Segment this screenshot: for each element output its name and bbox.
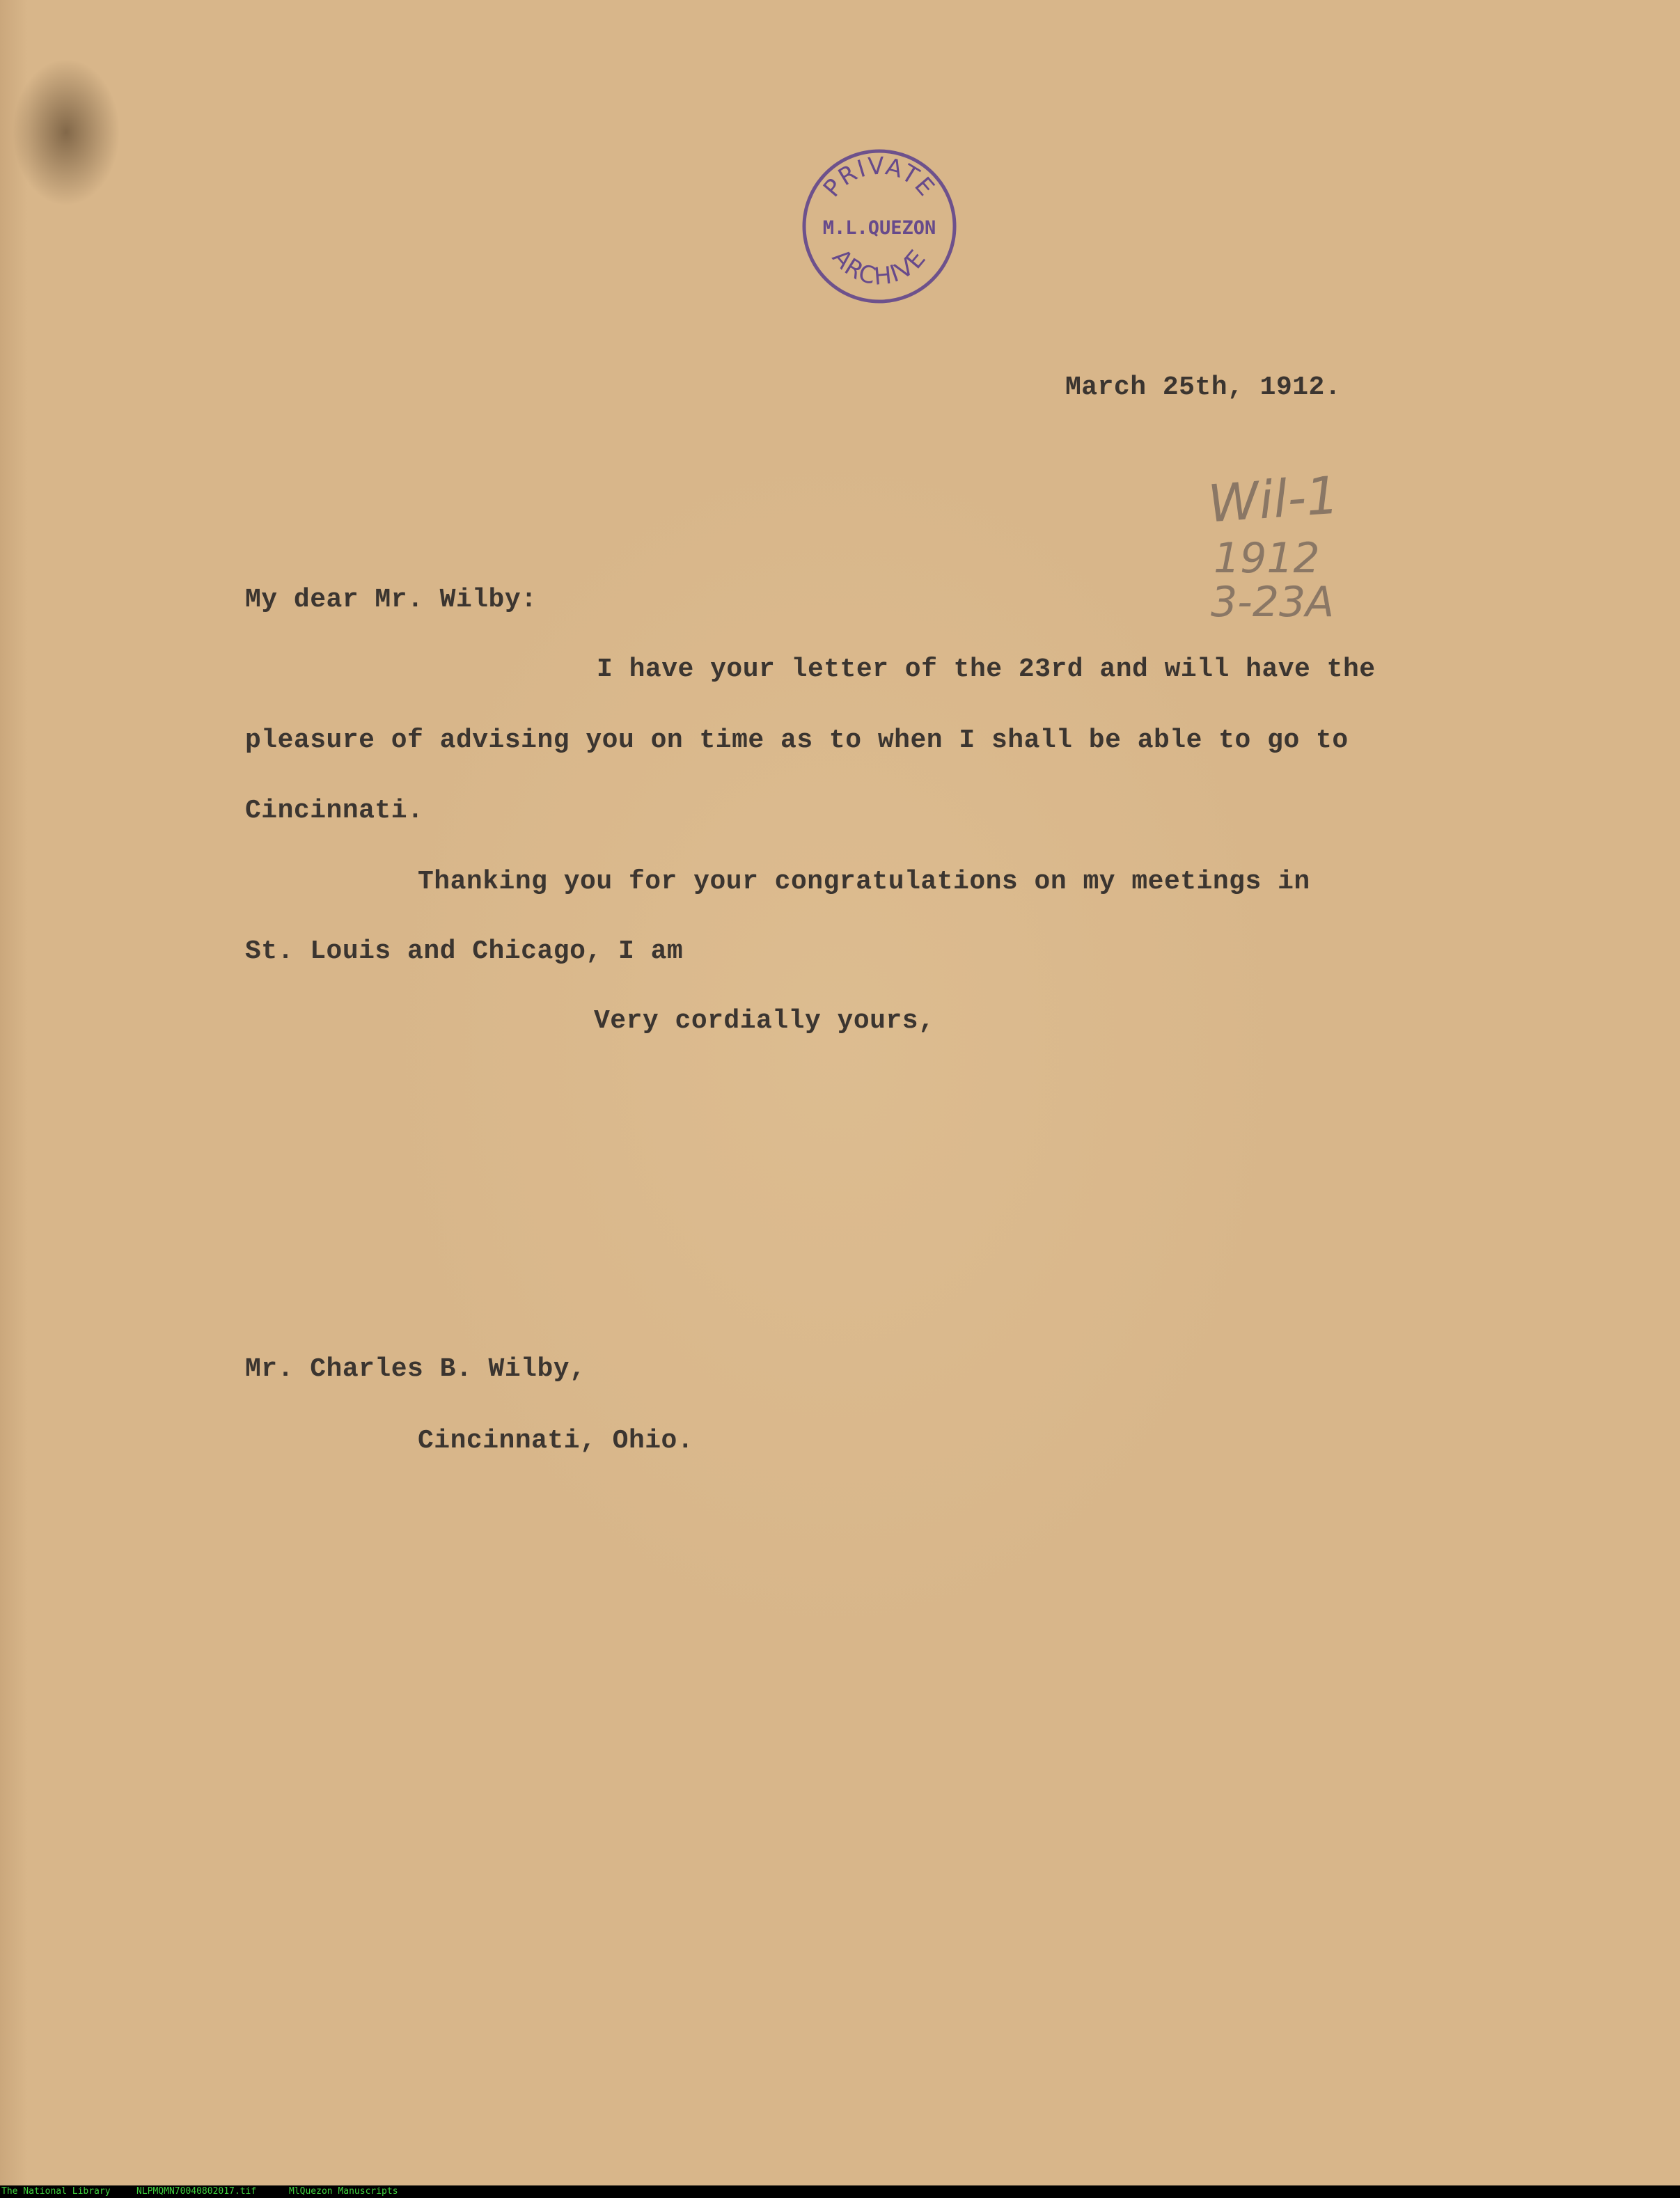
footer-file-label: NLPMQMN70040802017.tif [136,2186,257,2197]
letter-date: March 25th, 1912. [1065,372,1342,402]
handwritten-line: Wil-1 [1206,465,1341,535]
private-archive-stamp [799,146,959,306]
body-line [245,654,1376,684]
handwritten-line: 1912 [1214,534,1320,583]
handwritten-line: 3-23A [1211,578,1335,627]
footer-library-label: The National Library [1,2186,111,2197]
body-line: pleasure of advising you on time as to when I shall be able to go to [245,725,1349,755]
body-line: Thanking you for your congratulations on my meetings in [418,867,1310,897]
addressee-city: Cincinnati, Ohio. [418,1426,694,1456]
footer-collection-label: MlQuezon Manuscripts [289,2186,398,2197]
body-line: St. Louis and Chicago, I am [245,936,684,966]
letter-closing: Very cordially yours, [594,1006,935,1036]
letter-salutation: My dear Mr. Wilby: [245,585,537,615]
handwritten-file-note [1201,456,1410,637]
body-line: Cincinnati. [245,796,424,826]
stamp-bottom-text: ARCHIVE [826,244,932,291]
addressee-name: Mr. Charles B. Wilby, [245,1354,586,1384]
stamp-center-text: M.L.QUEZON [822,217,936,239]
stamp-top-text: PRIVATE [817,152,941,203]
body-line-text: I have your letter of the 23rd and will have the [597,654,1376,684]
scan-footer-bar [0,2185,1680,2198]
